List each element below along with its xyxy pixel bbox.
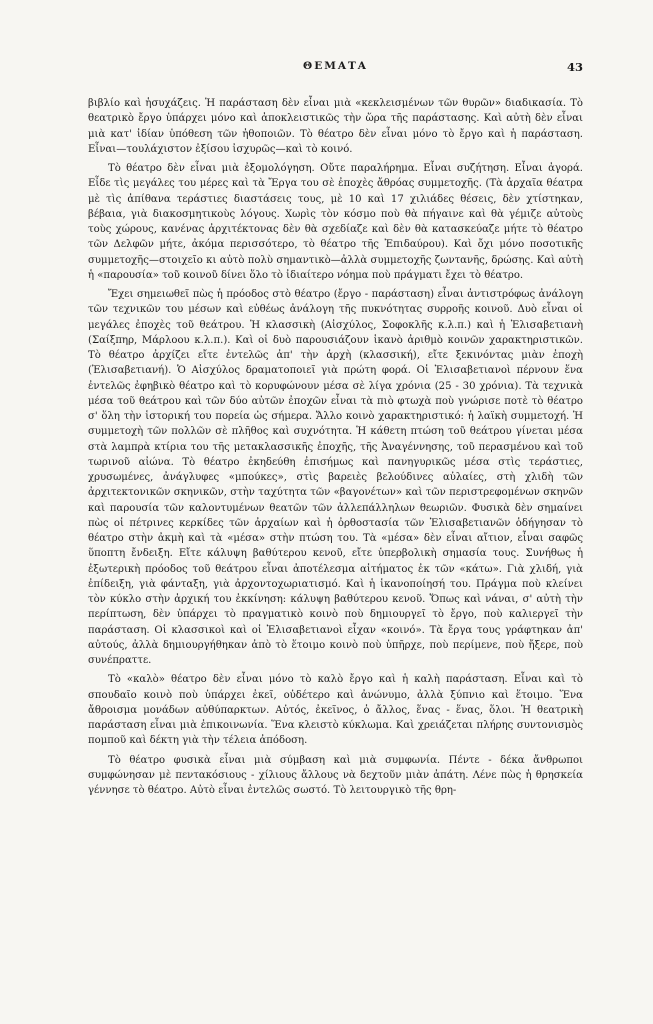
paragraph: βιβλίο καὶ ἡσυχάζεις. Ἡ παράσταση δὲν εἶναι μιὰ «κεκλεισμένων τῶν θυρῶν» διαδικασία. Τὸ θεατρικὸ ἔργο ὑπάρχει μόνο καὶ ἀποκλειστικῶς τὴν ὥρα τῆς παράστασης. Καὶ αὐτὴ δὲν εἶναι μιὰ κατ' ἰδίαν ὑπόθεση τῶν ἠθοποιῶν. Τὸ θέατρο δὲν εἶναι μόνο τὸ ἔργο καὶ ἡ παράσταση. Εἶναι—τουλάχιστον ἐξίσου ἰσχυρῶς—καὶ τὸ κοινό.: [88, 98, 583, 155]
paragraph: Τὸ θέατρο φυσικὰ εἶναι μιὰ σύμβαση καὶ μιὰ συμφωνία. Πέντε - δέκα ἄνθρωποι συμφώνησαν μὲ πεντακόσιους - χίλιους ἄλλους νὰ δεχτοῦν μιὰν ἀπάτη. Λένε πὼς ἡ θρησκεία γέννησε τὸ θέατρο. Αὐτὸ εἶναι ἐντελῶς σωστό. Τὸ λειτουργικὸ τῆς θρη-: [88, 754, 583, 796]
paragraph: Τὸ θέατρο δὲν εἶναι μιὰ ἐξομολόγηση. Οὔτε παραλήρημα. Εἶναι συζήτηση. Εἶναι ἀγορά. Εἶδε τὶς μεγάλες του μέρες καὶ τὰ Ἔργα του σὲ ἐποχὲς ἄθρόας συμμετοχῆς. (Τὰ ἀρχαῖα θέατρα μὲ τὶς ἀπίθανα τεράστιες διαστάσεις τους, μὲ 10 καὶ 17 χιλιάδες θέσεις, δὲν χτίστηκαν, βέβαια, γιὰ διακοσμητικοὺς λόγους. Χωρὶς τὸν κόσμο ποὺ θὰ πήγαινε καὶ θὰ γέμιζε αὐτοὺς τοὺς χώρους, κανένας ἀρχιτέκτονας δὲν θὰ σχεδίαζε καὶ δὲν θὰ κατασκεύαζε μήτε τὸ θέατρο τῶν Δελφῶν μήτε, ἀκόμα περισσότερο, τὸ θέατρο τῆς Ἐπιδαύρου). Καὶ ὄχι μόνο ποσοτικῆς συμμετοχῆς—στοιχεῖο κι αὐτὸ πολὺ σημαντικὸ—ἀλλὰ συμμετοχῆς ζωντανῆς, δρώσης. Καὶ αὐτὴ ἡ «παρουσία» τοῦ κοινοῦ δίνει ὅλο τὸ ἰδιαίτερο νόημα ποὺ πράγματι ἔχει τὸ θέατρο.: [88, 163, 583, 281]
running-title: ΘΕΜΑΤΑ: [303, 60, 368, 72]
page-number: 43: [566, 60, 583, 74]
body-text: [88, 96, 583, 802]
paragraph: Ἔχει σημειωθεῖ πὼς ἡ πρόοδος στὸ θέατρο (ἔργο - παράσταση) εἶναι ἀντιστρόφως ἀνάλογη τῶν τεχνικῶν του μέσων καὶ εὐθέως ἀνάλογη τῆς πυκνότητας συρροῆς κοινοῦ. Δυὸ εἶναι οἱ μεγάλες ἐποχὲς τοῦ θεάτρου. Ἡ κλασσικὴ (Αἰσχύλος, Σοφοκλῆς κ.λ.π.) καὶ ἡ Ἐλισαβετιανὴ (Σαίξπηρ, Μάρλοου κ.λ.π.). Καὶ οἱ δυὸ παρουσιάζουν ἱκανὸ ἀριθμὸ κοινῶν χαρακτηριστικῶν. Τὸ θέατρο ἀρχίζει εἴτε ἐντελῶς ἀπ' τὴν ἀρχὴ (κλασσική), εἴτε ξεκινόντας μιὰν ἐποχὴ (Ἐλισαβετιανή). Ὁ Αἰσχύλος δραματοποιεῖ γιὰ πρώτη φορά. Οἱ Ἐλισαβετιανοὶ πέρνουν ἕνα ἐντελῶς ἐφηβικὸ θέατρο καὶ τὸ κορυφώνουν μέσα σὲ λίγα χρόνια (25 - 30 χρόνια). Τὰ τεχνικὰ μέσα τοῦ θεάτρου καὶ τῶν δύο αὐτῶν ἐποχῶν εἶναι τὰ πιὸ φτωχὰ ποὺ γνώρισε ποτὲ τὸ θέατρο σ' ὅλη τὴν ἱστορική του πορεία ὡς σήμερα. Ἄλλο κοινὸ χαρακτηριστικό: ἡ λαϊκὴ συμμετοχή. Ἡ συμμετοχὴ τῶν πολλῶν σὲ πλῆθος καὶ συχνότητα. Ἡ κάθετη πτώση τοῦ θεάτρου γίνεται μέσα στὰ λαμπρὰ κτίρια του τῆς μετακλασσικῆς ἐποχῆς, τῆς Ἀναγέννησης, τοῦ περασμένου καὶ τοῦ τωρινοῦ αἰώνα. Τὸ θέατρο ἐκηδεύθη ἐπισήμως καὶ πανηγυρικῶς μέσα στὶς τεράστιες, χρυσωμένες, ἀνάγλυφες «μπούκες», στὶς βαρειὲς βελούδινες αὐλαίες, στὴ χλιδὴ τῶν ἀρχιτεκτονικῶν σκηνικῶν, στὴν ταχύτητα τῶν «βαγονέτων» καὶ τῶν περιστρεφομένων σκηνῶν καὶ παρουσία τῶν καλοντυμένων θεατῶν τῶν ἀλλεπάλληλων θεωριῶν. Φυσικὰ δὲν σημαίνει πὼς οἱ πέτρινες κερκίδες τῶν ἀρχαίων καὶ ἡ ὀρθοστασία τῶν Ἐλισαβετιανῶν ὁδήγησαν τὸ θέατρο στὴν ἀκμὴ καὶ τὰ «μέσα» στὴν πτώση του. Τὰ «μέσα» δὲν εἶναι αἴτιον, εἶναι σαφῶς ὕποπτη ἔνδειξη. Εἴτε κάλυψη βαθύτερου κενοῦ, εἴτε ὑπερβολικὴ σημασία τους. Συνήθως ἡ ἐξωτερικὴ πρόοδος τοῦ θεάτρου εἶναι ἀποτέλεσμα αἰτήματος ἐκ τῶν «κάτω». Γιὰ χλιδή, γιὰ ἐπίδειξη, γιὰ φάνταξη, γιὰ ἀρχοντοχωριατισμό. Καὶ ἡ ἱκανοποίησή του. Πράγμα ποὺ κλείνει τὸν κύκλο στὴν ἀρχική του ἐκκίνηση: κάλυψη βαθύτερου κενοῦ. Ὅπως καὶ νάναι, σ' αὐτὴ τὴν περίπτωση, δὲν ὑπάρχει τὸ πραγματικὸ κοινὸ ποὺ δημιουργεῖ τὸ ἔργο, ποὺ καλιεργεῖ τὴν παράσταση. Οἱ κλασσικοὶ καὶ οἱ Ἐλισαβετιανοὶ εἶχαν «κοινό». Τὰ ἔργα τους γράφτηκαν ἀπ' αὐτούς, ἀλλὰ δημιουργήθηκαν ἀπὸ τὸ ἕτοιμο κοινὸ ποὺ ὑπῆρχε, ποὺ περίμενε, ποὺ ἤξερε, ποὺ συνέπραττε.: [88, 289, 583, 666]
page-header: [88, 60, 583, 78]
paragraph: Τὸ «καλὸ» θέατρο δὲν εἶναι μόνο τὸ καλὸ ἔργο καὶ ἡ καλὴ παράσταση. Εἶναι καὶ τὸ σπουδαῖο κοινὸ ποὺ ὑπάρχει ἐκεῖ, οὐδέτερο καὶ ἀνώνυμο, ἀλλὰ ξύπνιο καὶ ἕτοιμο. Ἕνα ἄθροισμα μονάδων αὐθύπαρκτων. Αὐτός, ἐκεῖνος, ὁ ἄλλος, ἕνας - ἕνας, ὅλοι. Ἡ θεατρικὴ παράσταση εἶναι μιὰ ἐπικοινωνία. Ἕνα κλειστὸ κύκλωμα. Καὶ χρειάζεται πλήρης συντονισμὸς πομποῦ καὶ δέκτη γιὰ τὴν τέλεια ἀπόδοση.: [88, 674, 583, 747]
